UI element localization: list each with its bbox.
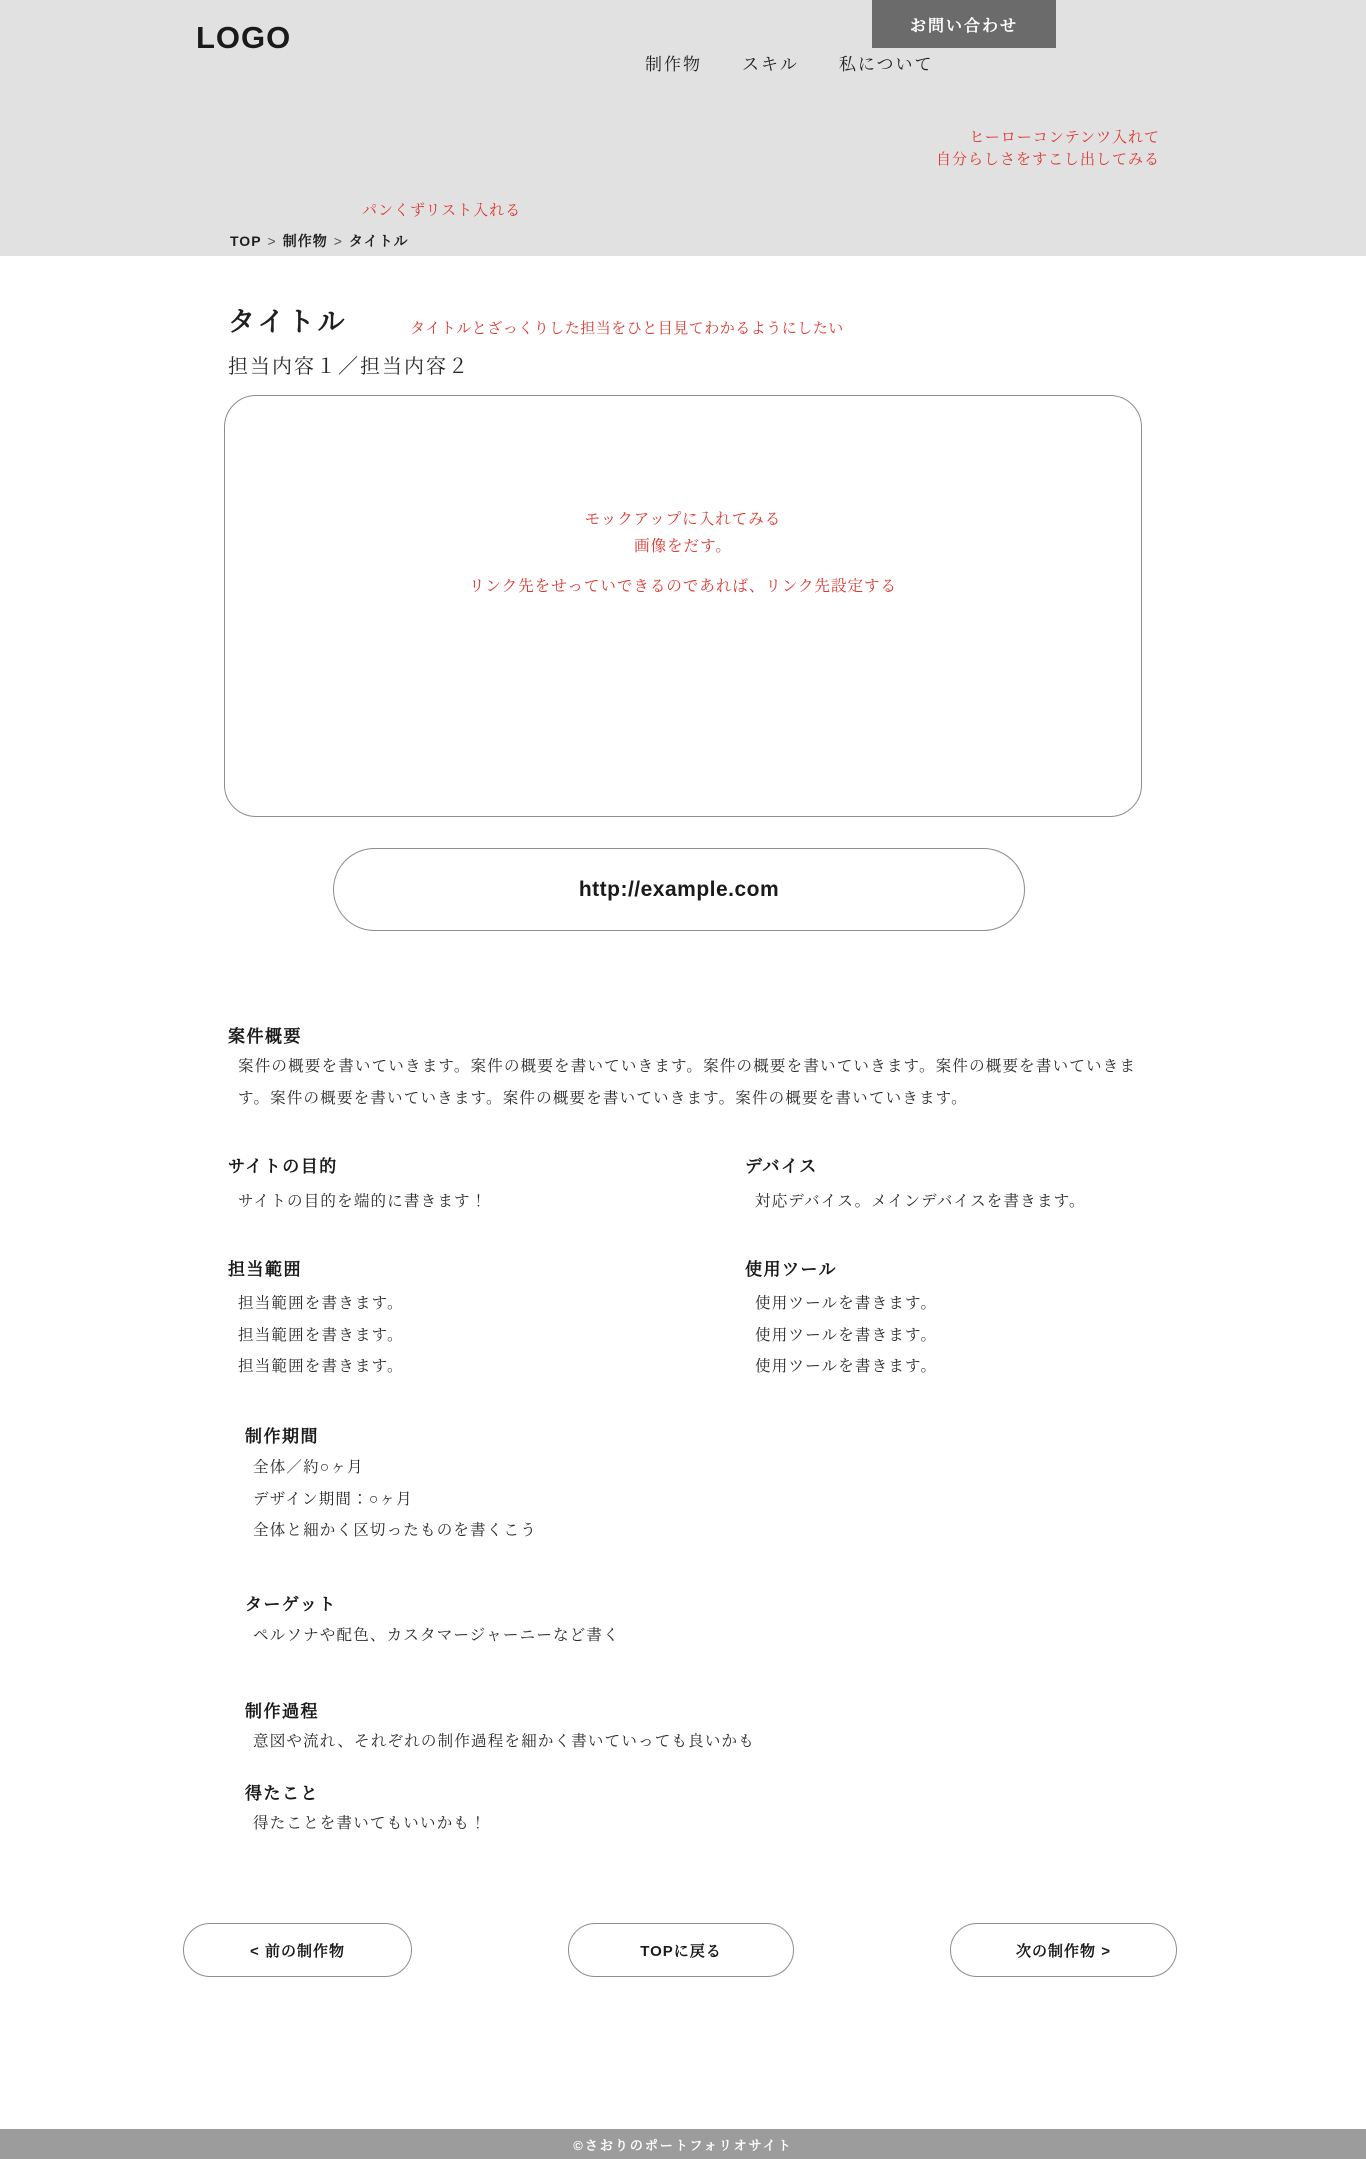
site-url-link[interactable]: http://example.com <box>333 848 1025 931</box>
mockup-image-placeholder <box>224 395 1142 817</box>
breadcrumb-separator: > <box>267 233 277 249</box>
tools-line: 使用ツールを書きます。 <box>755 1326 938 1344</box>
role-subtitle: 担当内容１／担当内容２ <box>228 356 470 378</box>
device-heading: デバイス <box>745 1157 818 1176</box>
breadcrumb-item-top[interactable]: TOP <box>230 233 262 249</box>
period-line: 全体と細かく区切ったものを書くこう <box>253 1522 537 1539</box>
gains-heading: 得たこと <box>245 1784 319 1803</box>
nav-item-about[interactable]: 私について <box>838 55 934 74</box>
breadcrumb-item-works[interactable]: 制作物 <box>282 233 328 249</box>
overview-body: 案件の概要を書いていきます。案件の概要を書いていきます。案件の概要を書いていきます。案件の概要を書いていきます。案件の概要を書いていきます。案件の概要を書いていきます。案件の概要を書いていきます。 <box>238 1058 1137 1107</box>
period-line: デザイン期間：○ヶ月 <box>253 1490 413 1508</box>
mockup-annotation-1-line2: 画像をだす。 <box>634 538 732 555</box>
gains-body: 得たことを書いてもいいかも！ <box>253 1815 487 1832</box>
tools-heading: 使用ツール <box>745 1260 838 1279</box>
period-line: 全体／約○ヶ月 <box>253 1459 364 1476</box>
logo[interactable]: LOGO <box>196 20 292 55</box>
copyright-text: ©さおりのポートフォリオサイト <box>573 2137 793 2153</box>
tools-body <box>755 1288 937 1383</box>
breadcrumb <box>230 231 409 251</box>
tools-line: 使用ツールを書きます。 <box>755 1295 938 1312</box>
target-heading: ターゲット <box>245 1595 337 1614</box>
target-body: ペルソナや配色、カスタマージャーニーなど書く <box>253 1627 620 1644</box>
scope-line: 担当範囲を書きます。 <box>238 1358 404 1375</box>
page-title: タイトル <box>228 307 348 337</box>
main-nav <box>645 50 934 75</box>
hero-annotation <box>936 127 1160 171</box>
scope-body <box>238 1288 404 1383</box>
overview-heading: 案件概要 <box>228 1027 302 1046</box>
breadcrumb-separator: > <box>333 233 343 249</box>
tools-line: 使用ツールを書きます。 <box>755 1358 938 1375</box>
back-to-top-button[interactable]: TOPに戻る <box>568 1923 794 1977</box>
mockup-annotation-2: リンク先をせっていできるのであれば、リンク先設定する <box>468 578 898 595</box>
nav-item-skill[interactable]: スキル <box>742 55 799 74</box>
next-work-button[interactable]: 次の制作物 > <box>950 1923 1177 1977</box>
site-header <box>0 0 1366 256</box>
process-body: 意図や流れ、それぞれの制作過程を細かく書いていっても良いかも <box>253 1733 755 1750</box>
mockup-annotation-1 <box>225 506 1141 560</box>
process-heading: 制作過程 <box>245 1702 319 1721</box>
device-body: 対応デバイス。メインデバイスを書きます。 <box>755 1193 1086 1210</box>
contact-button[interactable]: お問い合わせ <box>872 0 1056 48</box>
title-annotation: タイトルとざっくりした担当をひと目見てわかるようにしたい <box>410 320 844 337</box>
breadcrumb-annotation: パンくずリスト入れる <box>362 202 522 219</box>
site-footer <box>0 2129 1366 2159</box>
hero-annotation-line2: 自分らしさをすこし出してみる <box>935 151 1160 168</box>
prev-work-button[interactable]: < 前の制作物 <box>183 1923 412 1977</box>
purpose-heading: サイトの目的 <box>228 1157 338 1176</box>
scope-line: 担当範囲を書きます。 <box>238 1326 404 1344</box>
period-heading: 制作期間 <box>245 1427 319 1446</box>
hero-annotation-line1: ヒーローコンテンツ入れて <box>969 129 1160 146</box>
breadcrumb-item-current: タイトル <box>348 233 409 249</box>
scope-line: 担当範囲を書きます。 <box>238 1295 404 1312</box>
nav-item-works[interactable]: 制作物 <box>645 55 702 74</box>
purpose-body: サイトの目的を端的に書きます！ <box>238 1193 488 1210</box>
period-body <box>253 1452 537 1547</box>
scope-heading: 担当範囲 <box>228 1260 302 1279</box>
mockup-annotation-1-line1: モックアップに入れてみる <box>584 511 782 528</box>
